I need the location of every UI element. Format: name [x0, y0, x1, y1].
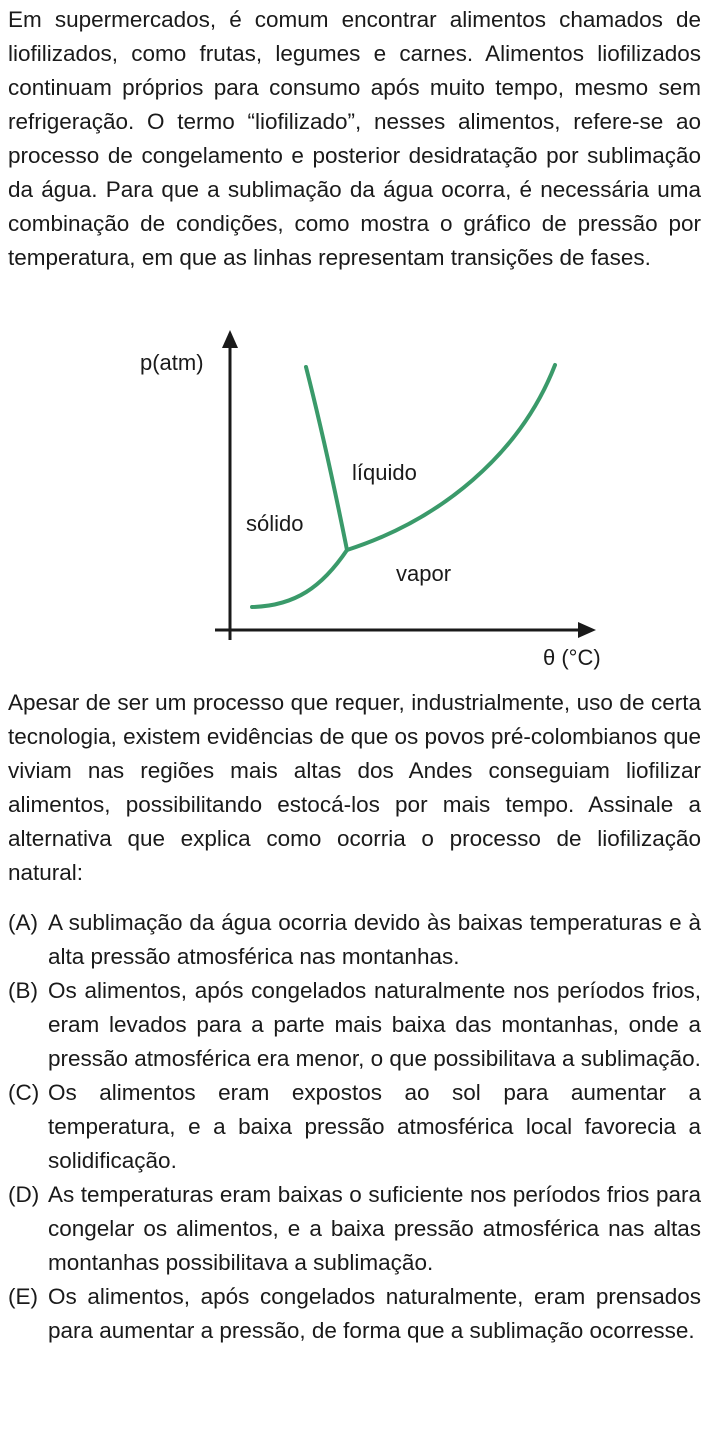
option-a	[8, 906, 701, 974]
option-letter: (E)	[8, 1284, 38, 1309]
option-e	[8, 1280, 701, 1348]
y-axis-label: p(atm)	[140, 350, 204, 375]
vapor-region-label: vapor	[396, 561, 452, 586]
option-d	[8, 1178, 701, 1280]
x-axis-label: θ (°C)	[543, 645, 601, 670]
option-c	[8, 1076, 701, 1178]
phase-diagram	[0, 325, 709, 685]
question-paragraph: Apesar de ser um processo que requer, industrialmente, uso de certa tecnologia, existem evidências de que os povos pré-colombianos que viviam nas regiões mais altas dos Andes conseguiam liofilizar alimentos, possibilitando estocá-los por mais tempo. Assinale a alternativa que explica como ocorria o processo de liofilização natural:	[8, 690, 701, 885]
vaporization-curve	[347, 365, 555, 550]
solid-region-label: sólido	[246, 511, 304, 536]
option-text: Os alimentos eram expostos ao sol para aumentar a temperatura, e a baixa pressão atmosférica local favorecia a solidificação.	[48, 1080, 701, 1173]
liquid-region-label: líquido	[352, 460, 417, 485]
option-letter: (B)	[8, 978, 38, 1003]
intro-paragraph: Em supermercados, é comum encontrar alimentos chamados de liofilizados, como frutas, legumes e carnes. Alimentos liofilizados continuam próprios para consumo após muito tempo, mesmo sem refrigeração. O termo “liofilizado”, nesses alimentos, refere-se ao processo de congelamento e posterior desidratação por sublimação da água. Para que a sublimação da água ocorra, é necessária uma combinação de condições, como mostra o gráfico de pressão por temperatura, em que as linhas representam transições de fases.	[8, 7, 701, 270]
option-text: As temperaturas eram baixas o suficiente nos períodos frios para congelar os alimentos, e a baixa pressão atmosférica nas altas montanhas possibilitava a sublimação.	[48, 1182, 701, 1275]
x-axis-arrowhead	[578, 622, 596, 638]
option-letter: (D)	[8, 1182, 40, 1207]
sublimation-curve	[252, 550, 347, 607]
option-b	[8, 974, 701, 1076]
y-axis-arrowhead	[222, 330, 238, 348]
option-text: Os alimentos, após congelados naturalmente nos períodos frios, eram levados para a parte mais baixa das montanhas, onde a pressão atmosférica era menor, o que possibilitava a sublimação.	[48, 978, 701, 1071]
option-text: Os alimentos, após congelados naturalmente, eram prensados para aumentar a pressão, de forma que a sublimação ocorresse.	[48, 1284, 701, 1343]
option-letter: (C)	[8, 1080, 40, 1105]
answer-options	[8, 906, 701, 1348]
option-text: A sublimação da água ocorria devido às baixas temperaturas e à alta pressão atmosférica nas montanhas.	[48, 910, 701, 969]
fusion-curve	[306, 367, 347, 550]
option-letter: (A)	[8, 910, 38, 935]
phase-diagram-svg	[0, 325, 709, 685]
